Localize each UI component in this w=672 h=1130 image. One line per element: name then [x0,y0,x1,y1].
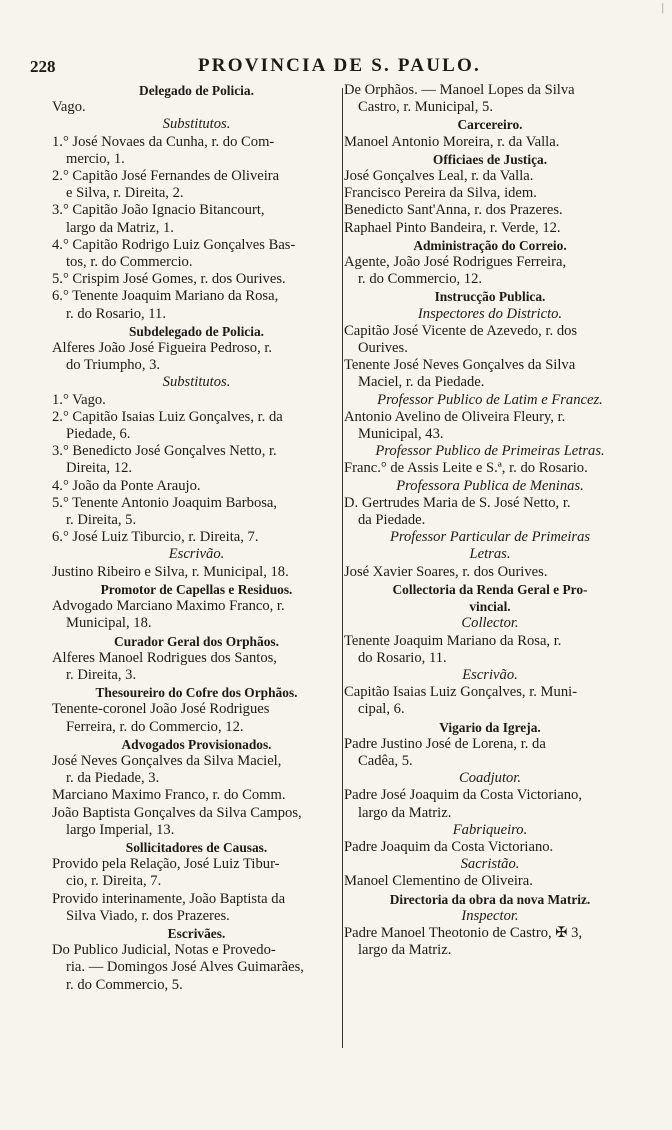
subheading: Inspectores do Districto. [417,305,563,322]
entry-line: Capitão José Vicente de Azevedo, r. dos [344,322,578,339]
section-heading: Officiaes de Justiça. [432,151,548,167]
entry-line: 6.° Tenente Joaquim Mariano da Rosa, [52,288,279,305]
entry-line: Vago. [52,99,86,116]
entry-line: José Xavier Soares, r. dos Ourives. [344,563,548,580]
entry-line: D. Gertrudes Maria de S. José Netto, r. [344,494,571,511]
subheading: Substitutos. [162,116,231,133]
entry-line: Manoel Antonio Moreira, r. da Valla. [344,133,560,150]
entry-line: Tenente-coronel João José Rodrigues [52,701,270,718]
section-heading: Escrivães. [167,925,226,941]
section-heading: Instrucção Publica. [434,289,546,305]
entry-line: largo da Matriz, 1. [66,219,174,236]
section-heading: Directoria da obra da nova Matriz. [389,891,591,907]
entry-line: Benedicto Sant'Anna, r. dos Prazeres. [344,202,563,219]
entry-line: Tenente Joaquim Mariano da Rosa, r. [344,632,562,649]
entry-line: Padre Joaquim da Costa Victoriano. [344,838,554,855]
entry-line: Maciel, r. da Piedade. [358,374,485,391]
subheading: Collector. [461,615,519,632]
entry-line: e Silva, r. Direita, 2. [66,185,184,202]
entry-line: mercio, 1. [66,150,125,167]
entry-line: Ferreira, r. do Commercio, 12. [66,718,244,735]
section-heading: Carcereiro. [457,117,523,133]
entry-line: Manoel Clementino de Oliveira. [344,873,533,890]
entry-line: 2.° Capitão José Fernandes de Oliveira [52,168,280,185]
entry-line: Silva Viado, r. dos Prazeres. [66,907,230,924]
subheading: Escrivão. [462,666,518,683]
section-heading: Sollicitadores de Causas. [125,839,268,855]
entry-line: Castro, r. Municipal, 5. [358,99,493,116]
entry-line: Francisco Pereira da Silva, idem. [344,185,537,202]
entry-line: r. da Piedade, 3. [66,770,160,787]
entry-line: cio, r. Direita, 7. [66,873,162,890]
section-heading: Administração do Correio. [413,237,567,253]
subheading: Coadjutor. [458,770,522,787]
section-heading: Advogados Provisionados. [121,736,272,752]
entry-line: Tenente José Neves Gonçalves da Silva [344,357,576,374]
section-heading: Collectoria da Renda Geral e Pro- [392,581,588,597]
entry-line: Marciano Maximo Franco, r. do Comm. [52,787,286,804]
entry-line: 3.° Capitão João Ignacio Bitancourt, [52,202,265,219]
entry-line: r. Direita, 5. [66,512,137,529]
subheading: Professor Particular de Primeiras [389,529,591,546]
entry-line: Municipal, 43. [358,426,444,443]
section-heading: Promotor de Capellas e Residuos. [100,581,293,597]
entry-line: 4.° João da Ponte Araujo. [52,477,201,494]
entry-line: do Triumpho, 3. [66,357,161,374]
left-column [52,82,341,994]
entry-line: Padre Justino José de Lorena, r. da [344,735,546,752]
entry-line: José Gonçalves Leal, r. da Valla. [344,168,534,185]
entry-line: Antonio Avelino de Oliveira Fleury, r. [344,408,566,425]
entry-line: 5.° Crispim José Gomes, r. dos Ourives. [52,271,286,288]
section-heading: Curador Geral dos Orphãos. [114,633,279,649]
entry-line: 6.° José Luiz Tiburcio, r. Direita, 7. [52,529,259,546]
entry-line: largo Imperial, 13. [66,821,175,838]
section-heading: vincial. [469,599,511,615]
entry-line: r. do Commercio, 5. [66,976,183,993]
subheading: Sacristão. [460,856,520,873]
page-number: 228 [30,57,56,76]
subheading: Professor Publico de Primeiras Letras. [375,443,605,460]
entry-line: 3.° Benedicto José Gonçalves Netto, r. [52,443,277,460]
entry-line: Padre José Joaquim da Costa Victoriano, [344,787,582,804]
subheading: Professor Publico de Latim e Francez. [377,391,603,408]
entry-line: Provido interinamente, João Baptista da [52,890,286,907]
entry-line: largo da Matriz. [358,804,452,821]
entry-line: Ourives. [358,340,408,357]
entry-line: Alferes João José Figueira Pedroso, r. [52,340,273,357]
entry-line: 2.° Capitão Isaias Luiz Gonçalves, r. da [52,408,283,425]
entry-line: da Piedade. [358,512,426,529]
entry-line: Direita, 12. [66,460,133,477]
entry-line: r. do Commercio, 12. [358,271,483,288]
section-heading: Vigario da Igreja. [439,719,541,735]
entry-line: Franc.° de Assis Leite e S.ª, r. do Rosario. [344,460,588,477]
entry-line: tos, r. do Commercio. [66,254,193,271]
subheading: Professora Publica de Meninas. [396,477,584,494]
entry-line: 5.° Tenente Antonio Joaquim Barbosa, [52,494,278,511]
subheading: Fabriqueiro. [452,821,528,838]
entry-line: Agente, João José Rodrigues Ferreira, [344,254,567,271]
entry-line: Capitão Isaias Luiz Gonçalves, r. Muni- [344,684,578,701]
entry-line: José Neves Gonçalves da Silva Maciel, [52,752,282,769]
edge-mark: | [661,0,664,14]
section-heading: Thesoureiro do Cofre dos Orphãos. [95,685,298,701]
subheading: Inspector. [461,907,519,924]
section-heading: Subdelegado de Policia. [128,323,265,339]
subheading: Letras. [469,546,511,563]
section-heading: Delegado de Policia. [139,83,254,98]
entry-line: De Orphãos. — Manoel Lopes da Silva [344,82,575,98]
entry-line: cipal, 6. [358,701,405,718]
entry-line: Provido pela Relação, José Luiz Tibur- [52,856,280,873]
entry-line: Piedade, 6. [66,426,131,443]
right-column [344,82,636,959]
page-header [30,50,650,80]
entry-line: largo da Matriz. [358,942,452,959]
subheading: Substitutos. [162,374,231,391]
entry-line: Raphael Pinto Bandeira, r. Verde, 12. [344,219,561,236]
entry-line: 1.° José Novaes da Cunha, r. do Com- [52,133,275,150]
entry-line: Advogado Marciano Maximo Franco, r. [52,598,285,615]
entry-line: Alferes Manoel Rodrigues dos Santos, [52,649,277,666]
column-divider [342,88,343,1048]
entry-line: do Rosario, 11. [358,649,447,666]
entry-line: r. Direita, 3. [66,666,137,683]
entry-line: Padre Manoel Theotonio de Castro, ✠ 3, [344,924,583,941]
entry-line: Do Publico Judicial, Notas e Provedo- [52,942,276,959]
entry-line: ria. — Domingos José Alves Guimarães, [66,959,304,976]
entry-line: Municipal, 18. [66,615,152,632]
entry-line: 1.° Vago. [52,391,106,408]
running-title: PROVINCIA DE S. PAULO. [198,55,481,76]
entry-line: Cadêa, 5. [358,752,413,769]
subheading: Escrivão. [168,546,225,563]
entry-line: 4.° Capitão Rodrigo Luiz Gonçalves Bas- [52,236,296,253]
entry-line: r. do Rosario, 11. [66,305,166,322]
entry-line: João Baptista Gonçalves da Silva Campos, [52,804,302,821]
entry-line: Justino Ribeiro e Silva, r. Municipal, 18. [52,563,289,580]
